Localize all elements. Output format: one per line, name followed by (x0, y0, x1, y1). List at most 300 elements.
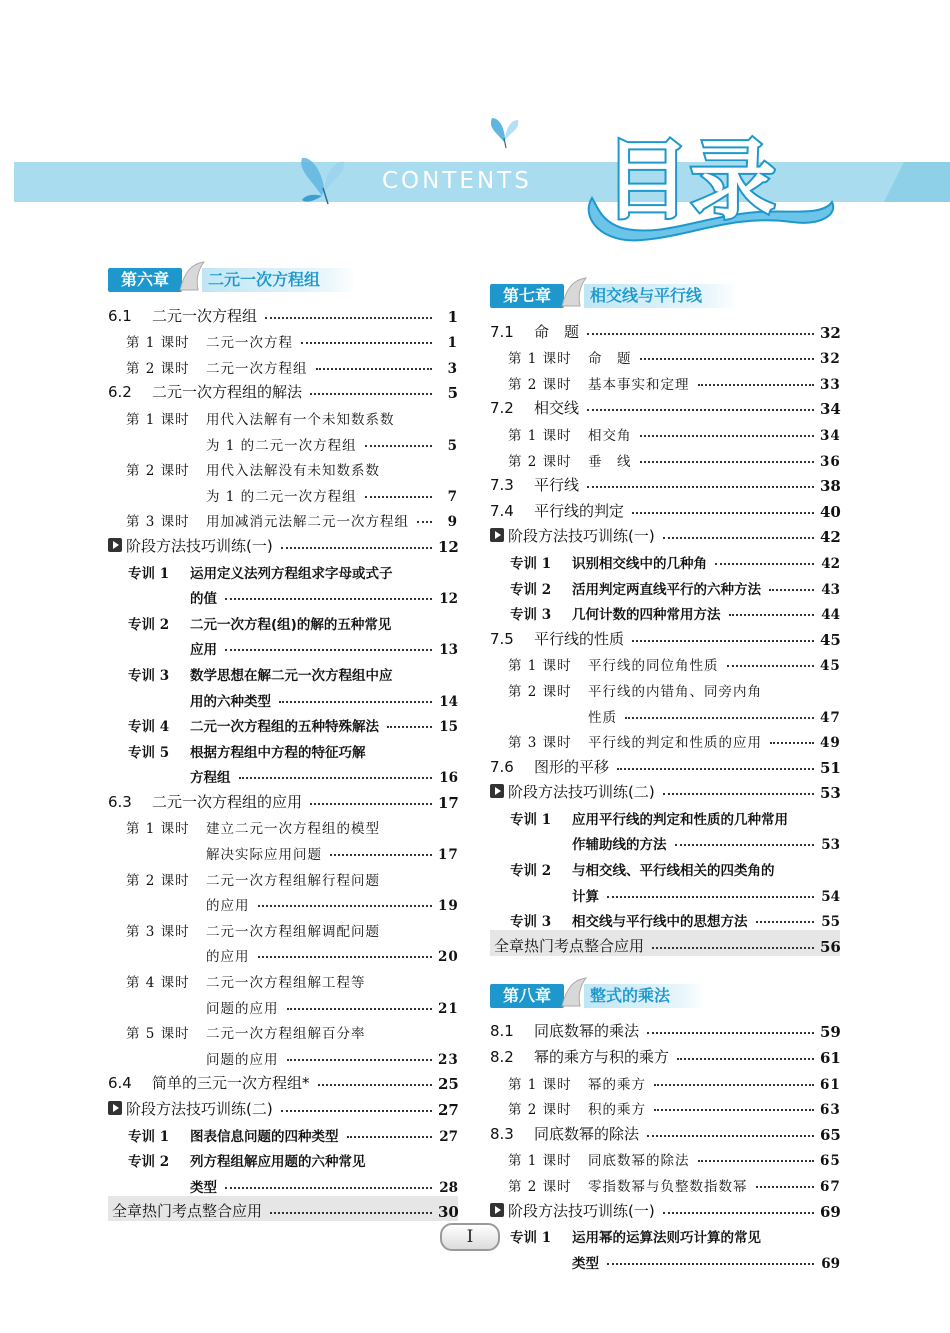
page-ref: 36 (820, 453, 841, 470)
page-ref: 49 (820, 735, 841, 752)
entry-text: 相交线与平行线中的思想方法 (572, 914, 748, 931)
entry-title (490, 321, 583, 342)
lesson-label: 第 1 课时 (126, 411, 190, 428)
dot-leader (310, 803, 432, 805)
entry-title (572, 1252, 603, 1272)
lesson-entry[interactable] (108, 402, 458, 428)
lesson-entry[interactable] (108, 965, 458, 991)
lesson-label: 第 4 课时 (126, 975, 190, 992)
entry-text: 平行线的内错角、同旁内角 (588, 683, 762, 700)
page-ref: 28 (439, 1179, 458, 1196)
lesson-entry-continued[interactable] (108, 889, 458, 915)
dot-leader (258, 905, 433, 907)
dot-leader (318, 1084, 432, 1086)
entry-title (572, 885, 603, 905)
section-number: 8.1 (490, 1022, 514, 1041)
dot-leader (663, 793, 814, 795)
page-ref: 65 (820, 1125, 841, 1144)
lesson-label: 第 2 课时 (126, 463, 190, 480)
page-ref: 59 (820, 1023, 841, 1042)
lesson-label: 第 2 课时 (508, 453, 572, 470)
lesson-entry[interactable] (108, 1017, 458, 1043)
lesson-entry[interactable] (490, 342, 840, 368)
entry-title (128, 613, 395, 633)
page-ref: 13 (439, 642, 458, 659)
lesson-entry-continued[interactable] (108, 479, 458, 505)
butterfly-icon (292, 148, 352, 208)
training-label: 专训 1 (510, 555, 552, 572)
special-training-entry[interactable] (108, 735, 458, 761)
page-ref: 56 (820, 937, 841, 956)
dot-leader (652, 947, 814, 949)
entry-title (508, 680, 766, 700)
entry-text: 二元一次方程组解行程问题 (206, 872, 380, 889)
entry-text: 全章热门考点整合应用 (112, 1202, 263, 1221)
chapter-tag: 第六章 (108, 268, 182, 292)
dot-leader (330, 854, 432, 856)
entry-text: 二元一次方程组解百分率 (206, 1026, 366, 1043)
dot-leader (617, 768, 814, 770)
entry-text: 图表信息问题的四种类型 (190, 1128, 339, 1145)
page-ref: 9 (447, 514, 458, 531)
dot-leader (756, 921, 815, 923)
dot-leader (632, 640, 814, 642)
entry-text: 数学思想在解二元一次方程组中应 (190, 667, 393, 684)
entry-title (126, 331, 297, 351)
entry-text: 计算 (572, 888, 599, 905)
special-training-entry[interactable] (108, 556, 458, 582)
dot-leader (654, 1109, 814, 1111)
entry-text: 命 题 (588, 351, 632, 368)
entry-title (126, 1022, 370, 1042)
section-entry[interactable] (490, 623, 840, 649)
lesson-entry-continued[interactable] (108, 1042, 458, 1068)
special-training-entry-continued[interactable] (490, 879, 840, 905)
lesson-entry-continued[interactable] (108, 428, 458, 454)
entry-title (190, 690, 275, 710)
dot-leader (698, 384, 815, 386)
entry-title (490, 1046, 673, 1067)
entry-title (510, 603, 725, 623)
play-triangle-icon (490, 784, 504, 798)
page-ref: 30 (438, 1203, 459, 1222)
lesson-entry[interactable] (108, 914, 458, 940)
section-entry[interactable] (108, 377, 458, 403)
entry-title (508, 450, 636, 470)
dot-leader (663, 537, 814, 539)
dot-leader (239, 777, 433, 779)
section-entry[interactable] (490, 1118, 840, 1144)
lesson-entry[interactable] (490, 367, 840, 393)
entry-title (190, 638, 221, 658)
toc-left-column (108, 262, 458, 1221)
section-number: 7.3 (490, 476, 514, 495)
lesson-label: 第 1 课时 (508, 1153, 572, 1170)
page-ref: 27 (438, 1101, 459, 1119)
section-entry[interactable] (490, 751, 840, 777)
entry-title (508, 1149, 694, 1169)
training-label: 专训 1 (510, 1230, 552, 1247)
entry-title (108, 381, 306, 402)
page-ref: 32 (820, 351, 841, 368)
entry-text: 全章热门考点整合应用 (494, 936, 645, 955)
play-triangle-icon (108, 1101, 122, 1115)
entry-text: 图形的平移 (534, 757, 610, 776)
entry-title (128, 741, 370, 761)
dot-leader (287, 1059, 433, 1061)
entry-text: 二元一次方程组的应用 (152, 792, 303, 811)
entry-text: 积的乘方 (588, 1102, 646, 1119)
entry-text: 平行线的判定 (534, 501, 625, 520)
special-training-entry[interactable] (490, 1221, 840, 1247)
dot-leader (729, 614, 815, 616)
lesson-entry-continued[interactable] (108, 940, 458, 966)
entry-title (510, 578, 765, 598)
dot-leader (640, 435, 815, 437)
special-training-entry-continued[interactable] (108, 633, 458, 659)
dot-leader (417, 521, 432, 523)
dot-leader (301, 342, 432, 344)
training-label: 专训 5 (128, 744, 170, 761)
entry-text: 识别相交线中的几种角 (572, 555, 707, 572)
lesson-label: 第 2 课时 (508, 376, 572, 393)
lesson-entry[interactable] (108, 454, 458, 480)
dot-leader (640, 461, 815, 463)
entry-title (508, 654, 723, 674)
special-training-entry[interactable] (490, 598, 840, 624)
entry-text: 二元一次方程组 (152, 306, 258, 325)
dot-leader (270, 1212, 432, 1214)
entry-text: 用代入法解没有未知数系数 (206, 463, 380, 480)
section-number: 7.6 (490, 757, 514, 776)
dot-leader (387, 726, 432, 728)
entry-text: 类型 (190, 1179, 217, 1196)
page-ref: 1 (447, 335, 458, 352)
entry-title (206, 434, 361, 454)
special-training-entry[interactable] (108, 710, 458, 736)
lesson-label: 第 1 课时 (126, 821, 190, 838)
section-number: 8.2 (490, 1048, 514, 1067)
section-entry[interactable] (490, 393, 840, 419)
dot-leader (258, 956, 433, 958)
dot-leader (225, 649, 432, 651)
entry-text: 运用定义法列方程组求字母或式子 (190, 565, 393, 582)
dot-leader (365, 496, 432, 498)
lesson-label: 第 2 课时 (508, 683, 572, 700)
dot-leader (727, 665, 815, 667)
chapter-summary-entry[interactable] (108, 1196, 458, 1222)
dot-leader (281, 1110, 432, 1112)
lesson-label: 第 1 课时 (508, 351, 572, 368)
entry-title (206, 997, 283, 1017)
entry-title (206, 945, 254, 965)
page-ref: 20 (438, 949, 459, 966)
entry-title (508, 1175, 752, 1195)
dot-leader (647, 1135, 814, 1137)
entry-title (108, 1098, 277, 1119)
entry-title (508, 347, 636, 367)
lesson-entry[interactable] (490, 1093, 840, 1119)
special-training-entry[interactable] (490, 572, 840, 598)
entry-title (490, 781, 659, 802)
entry-title (128, 664, 397, 684)
entry-text: 列方程组解应用题的六种常见 (190, 1154, 366, 1171)
section-number: 6.4 (108, 1074, 132, 1093)
lesson-label: 第 5 课时 (126, 1026, 190, 1043)
page-ref: 34 (820, 400, 841, 419)
entry-text: 运用幂的运算法则巧计算的常见 (572, 1230, 761, 1247)
entry-title (126, 459, 384, 479)
special-training-entry-continued[interactable] (108, 684, 458, 710)
page-ref: 42 (821, 555, 840, 572)
entry-text: 应用平行线的判定和性质的几种常用 (572, 811, 788, 828)
entry-text: 建立二元一次方程组的模型 (206, 821, 380, 838)
entry-text: 阶段方法技巧训练(二) (508, 783, 655, 802)
page-ref: 67 (820, 1179, 841, 1195)
entry-text: 用加减消元法解二元一次方程组 (206, 514, 409, 531)
dot-leader (640, 358, 815, 360)
lesson-entry[interactable] (108, 863, 458, 889)
entry-title (510, 910, 752, 930)
special-training-entry[interactable] (108, 607, 458, 633)
entry-text: 同底数幂的除法 (534, 1124, 640, 1143)
entry-title (508, 1073, 650, 1093)
dot-leader (698, 1160, 815, 1162)
entry-title (190, 766, 235, 786)
entry-text: 平行线的性质 (534, 629, 625, 648)
entry-title (108, 1072, 314, 1093)
section-entry[interactable] (108, 786, 458, 812)
dot-leader (756, 1186, 815, 1188)
entry-text: 相交线 (534, 399, 580, 418)
entry-text: 相交角 (588, 427, 632, 444)
special-training-entry-continued[interactable] (490, 828, 840, 854)
page-ref: 3 (447, 360, 458, 377)
page-ref: 44 (821, 607, 840, 624)
lesson-entry-continued[interactable] (108, 837, 458, 863)
dot-leader (715, 563, 814, 565)
lesson-entry[interactable] (490, 674, 840, 700)
dot-leader (225, 598, 432, 600)
dot-leader (607, 896, 814, 898)
entry-title (490, 1020, 643, 1041)
dot-leader (287, 1008, 433, 1010)
lesson-entry[interactable] (490, 444, 840, 470)
special-training-entry[interactable] (490, 546, 840, 572)
entry-title (126, 357, 312, 377)
lesson-entry[interactable] (108, 351, 458, 377)
training-label: 专训 1 (510, 811, 552, 828)
entry-title (508, 424, 636, 444)
entry-title (126, 869, 384, 889)
entry-title (490, 525, 659, 546)
training-label: 专训 2 (128, 1154, 170, 1171)
entry-text: 二元一次方程组的解法 (152, 383, 303, 402)
entry-title (128, 1125, 343, 1145)
lesson-entry[interactable] (490, 726, 840, 752)
chapter-name: 整式的乘法 (584, 984, 706, 1008)
page-ref: 21 (438, 1000, 459, 1017)
page-ref: 53 (820, 784, 841, 803)
entry-text: 二元一次方程组解调配问题 (206, 923, 380, 940)
dot-leader (677, 1058, 814, 1060)
entry-text: 幂的乘方 (588, 1076, 646, 1093)
lesson-entry[interactable] (490, 418, 840, 444)
special-training-entry[interactable] (108, 658, 458, 684)
entry-text: 问题的应用 (206, 1000, 279, 1017)
page-ref: 17 (438, 847, 459, 864)
section-entry[interactable] (490, 1041, 840, 1067)
lesson-entry[interactable] (490, 1067, 840, 1093)
special-training-entry[interactable] (108, 1119, 458, 1145)
page-ref: 7 (447, 488, 458, 505)
section-entry[interactable] (108, 1068, 458, 1094)
page-ref: 25 (438, 1075, 459, 1094)
entry-title (206, 843, 326, 863)
page-ref: 53 (821, 837, 840, 854)
entry-text: 同底数幂的乘法 (534, 1022, 640, 1041)
chapter-8-entries (490, 1016, 840, 1272)
chapter-name: 相交线与平行线 (584, 284, 738, 308)
section-entry[interactable] (490, 495, 840, 521)
entry-title (510, 552, 711, 572)
small-butterfly-icon (484, 112, 524, 152)
entry-title (572, 833, 671, 853)
section-number: 7.1 (490, 322, 514, 341)
lesson-entry[interactable] (490, 1169, 840, 1195)
entry-title (126, 920, 384, 940)
training-label: 专训 4 (128, 719, 170, 736)
entry-text: 为 1 的二元一次方程组 (206, 488, 357, 505)
stage-training-entry[interactable] (108, 530, 458, 556)
page-ref: 1 (447, 307, 458, 326)
stage-training-entry[interactable] (490, 521, 840, 547)
entry-text: 应用 (190, 642, 217, 659)
entry-text: 根据方程组中方程的特征巧解 (190, 744, 366, 761)
entry-title (510, 859, 779, 879)
entry-title (108, 305, 261, 326)
entry-text: 平行线的同位角性质 (588, 658, 719, 675)
page-ref: 61 (820, 1076, 841, 1093)
entry-text: 作辅助线的方法 (572, 837, 667, 854)
section-number: 6.2 (108, 383, 132, 402)
training-label: 专训 2 (510, 581, 552, 598)
special-training-entry-continued[interactable] (490, 1246, 840, 1272)
entry-title (112, 1200, 266, 1221)
lesson-label: 第 1 课时 (126, 335, 190, 352)
entry-text: 解决实际应用问题 (206, 847, 322, 864)
lesson-entry[interactable] (490, 1144, 840, 1170)
lesson-entry[interactable] (108, 505, 458, 531)
entry-title (128, 1150, 370, 1170)
lesson-entry-continued[interactable] (490, 700, 840, 726)
entry-title (108, 791, 306, 812)
lesson-entry-continued[interactable] (108, 991, 458, 1017)
dot-leader (770, 742, 814, 744)
entry-text: 命 题 (534, 322, 580, 341)
chapter-summary-entry[interactable] (490, 930, 840, 956)
dot-leader (625, 717, 814, 719)
mulu-text: 目录 (604, 131, 776, 231)
special-training-entry[interactable] (490, 802, 840, 828)
entry-text: 几何计数的四种常用方法 (572, 607, 721, 624)
entry-title (206, 894, 254, 914)
section-entry[interactable] (490, 316, 840, 342)
section-number: 7.5 (490, 629, 514, 648)
page-ref: 47 (820, 709, 841, 726)
entry-text: 用代入法解有一个未知数系数 (206, 411, 395, 428)
lesson-label: 第 2 课时 (126, 360, 190, 377)
special-training-entry-continued[interactable] (108, 761, 458, 787)
dot-leader (347, 1136, 433, 1138)
dot-leader (654, 1084, 814, 1086)
play-triangle-icon (108, 538, 122, 552)
special-training-entry[interactable] (490, 853, 840, 879)
lesson-entry[interactable] (108, 812, 458, 838)
stage-training-entry[interactable] (490, 777, 840, 803)
entry-text: 为 1 的二元一次方程组 (206, 437, 357, 454)
lesson-entry[interactable] (108, 326, 458, 352)
dot-leader (647, 1032, 814, 1034)
page-ref: 55 (821, 914, 840, 931)
page-ref: 34 (820, 427, 841, 444)
entry-text: 二元一次方程 (206, 335, 293, 352)
special-training-entry[interactable] (490, 905, 840, 931)
entry-title (190, 1176, 221, 1196)
page-ref: 38 (820, 477, 841, 496)
special-training-entry-continued[interactable] (108, 582, 458, 608)
play-triangle-icon (490, 528, 504, 542)
entry-title (490, 1200, 659, 1221)
entry-text: 与相交线、平行线相关的四类角的 (572, 863, 775, 880)
training-label: 专训 1 (128, 1128, 170, 1145)
toc-right-column (490, 278, 840, 1272)
entry-text: 问题的应用 (206, 1051, 279, 1068)
entry-text: 阶段方法技巧训练(二) (126, 1100, 273, 1118)
dot-leader (632, 512, 814, 514)
section-number: 8.3 (490, 1124, 514, 1143)
entry-title (490, 474, 583, 495)
entry-text: 二元一次方程组解工程等 (206, 975, 366, 992)
dot-leader (663, 1212, 814, 1214)
entry-title (510, 1226, 765, 1246)
lesson-label: 第 1 课时 (508, 1076, 572, 1093)
page-ref: 5 (447, 384, 458, 403)
entry-title (490, 397, 583, 418)
dot-leader (587, 486, 814, 488)
left-entries (108, 300, 458, 1221)
section-number: 6.3 (108, 792, 132, 811)
page-ref: 12 (439, 591, 458, 608)
lesson-entry[interactable] (490, 649, 840, 675)
special-training-entry[interactable] (108, 1145, 458, 1171)
stage-training-entry[interactable] (108, 1093, 458, 1119)
page-ref: 42 (820, 528, 841, 547)
section-number: 7.2 (490, 399, 514, 418)
page-ref: 23 (438, 1051, 459, 1068)
section-entry[interactable] (490, 1016, 840, 1042)
page-ref: 33 (820, 376, 841, 393)
dot-leader (607, 1263, 814, 1265)
section-entry[interactable] (108, 300, 458, 326)
page-ref: 14 (439, 693, 458, 710)
special-training-entry-continued[interactable] (108, 1170, 458, 1196)
page-ref: 5 (447, 437, 458, 454)
page-ref: 45 (820, 658, 841, 675)
section-entry[interactable] (490, 470, 840, 496)
stage-training-entry[interactable] (490, 1195, 840, 1221)
entry-text: 方程组 (190, 770, 231, 787)
